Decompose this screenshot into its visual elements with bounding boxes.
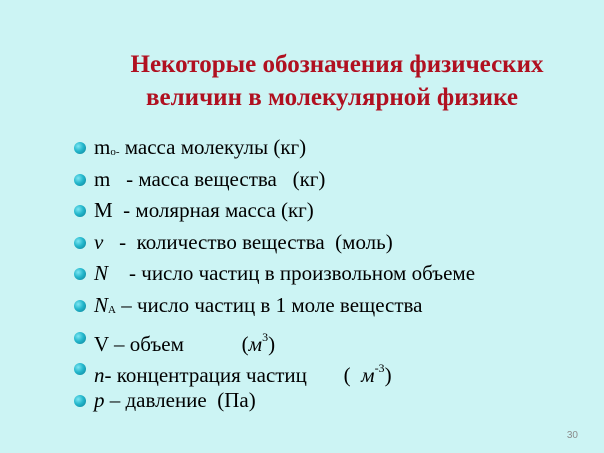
list-item-text: M - молярная масса (кг) bbox=[94, 198, 314, 223]
bullet-icon bbox=[74, 205, 86, 217]
slide-title-line-2: величин в молекулярной физике bbox=[146, 84, 518, 111]
bullet-icon bbox=[74, 174, 86, 186]
list-item-text: N - число частиц в произвольном объеме bbox=[94, 261, 476, 286]
slide-title bbox=[0, 48, 604, 114]
page-number: 30 bbox=[566, 430, 578, 441]
bullet-icon bbox=[74, 300, 86, 312]
slide-title-line-1: Некоторые обозначения физических bbox=[130, 51, 544, 78]
bullet-icon bbox=[74, 332, 86, 344]
list-item-text: m - масса вещества (кг) bbox=[94, 166, 326, 191]
list-item-text: n- концентрация частиц ( $м^{-3}$) bbox=[94, 361, 392, 388]
list-item-text: NA – число частиц в 1 моле вещества bbox=[94, 292, 423, 317]
bullet-icon bbox=[74, 142, 86, 154]
bullet-icon bbox=[74, 237, 86, 249]
list-item-text: ν - количество вещества (моль) bbox=[94, 229, 393, 254]
list-item-text: V – объем $(м^3)$ bbox=[94, 329, 276, 356]
list-item-text: p – давление (Па) bbox=[94, 387, 256, 412]
bullet-icon bbox=[74, 395, 86, 407]
list-item-text: mo- масса молекулы (кг) bbox=[94, 135, 307, 159]
bullet-icon bbox=[74, 268, 86, 280]
bullet-icon bbox=[74, 363, 86, 375]
